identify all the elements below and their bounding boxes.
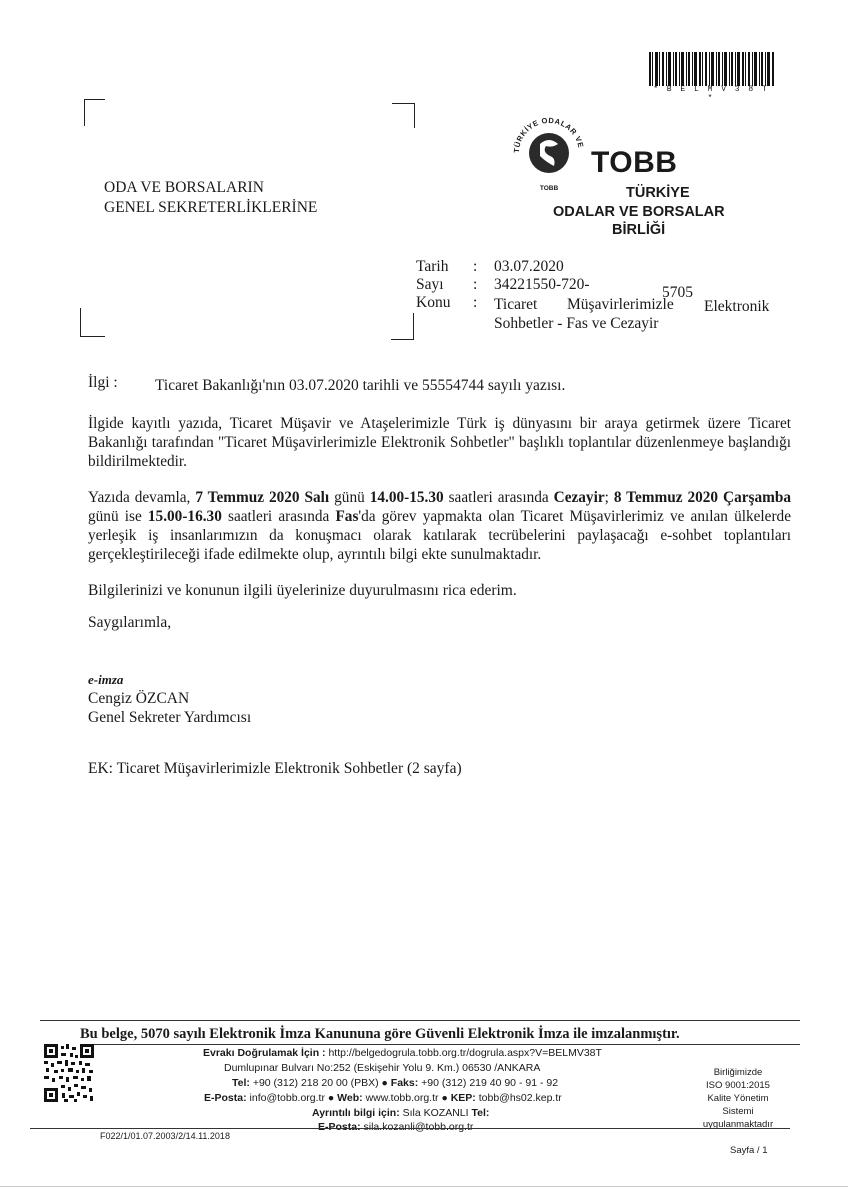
barcode-text: * B E L M V 3 8 T *: [653, 85, 769, 103]
barcode: [647, 52, 775, 88]
footer-title: Bu belge, 5070 sayılı Elektronik İmza Kanununa göre Güvenli Elektronik İmza ile imzalanmıştır.: [80, 1026, 680, 1042]
page-bottom-edge: [0, 1186, 848, 1187]
addressee-line-1: ODA VE BORSALARIN: [104, 179, 264, 196]
footer-verify-url[interactable]: http://belgedogrula.tobb.org.tr/dogrula.aspx?V=BELMV38T: [328, 1047, 602, 1059]
date-label: Tarih: [416, 258, 449, 275]
subject-label: Konu: [416, 294, 451, 311]
subject-colon: :: [473, 294, 478, 311]
footer-tel-value: +90 (312) 218 20 00 (PBX): [252, 1077, 379, 1089]
footer-verify-line: [203, 1047, 602, 1059]
logo-line-1: TÜRKİYE: [626, 185, 690, 201]
p2-text-g: ;: [604, 489, 614, 506]
footer-kep-label: KEP:: [450, 1092, 476, 1104]
p2-text-e: saatleri arasında: [443, 489, 554, 506]
signer-title: Genel Sekreter Yardımcısı: [88, 709, 252, 726]
barcode-graphic: [647, 52, 775, 86]
closing: Saygılarımla,: [88, 614, 172, 631]
number-suffix: 5705: [662, 284, 693, 301]
footer-kep-value[interactable]: tobb@hs02.kep.tr: [478, 1092, 562, 1104]
p2-time-1: 14.00-15.30: [369, 489, 444, 506]
footer-phone-line: [232, 1077, 558, 1089]
logo-title: TOBB: [591, 146, 678, 179]
iso-line-5: uygulanmaktadır: [702, 1119, 774, 1130]
e-signature-mark: e-imza: [88, 672, 124, 687]
logo-line-2: ODALAR VE BORSALAR: [553, 204, 725, 220]
p2-date-2: 8 Temmuz 2020 Çarşamba: [613, 489, 792, 506]
footer-contact-label: Ayrıntılı bilgi için:: [312, 1107, 400, 1119]
footer-divider: [80, 1044, 800, 1045]
footer-bullet: ●: [441, 1092, 448, 1104]
number-colon: :: [473, 276, 478, 293]
footer-tel-label: Tel:: [232, 1077, 250, 1089]
footer-contact-name: Sıla KOZANLI: [402, 1107, 469, 1119]
tobb-seal-logo: [506, 110, 592, 196]
paragraph-1: İlgide kayıtlı yazıda, Ticaret Müşavir ve Ataşelerimizle Türk iş dünyasını bir araya getirmek üzere Ticaret Bakanlığı tarafından "Ticaret Müşavirlerimizle Elektronik Sohbetler" başlıklı toplantılar düzenlenmeye başlandığı bildirilmektedir.: [88, 415, 791, 470]
iso-line-2: ISO 9001:2015: [706, 1080, 770, 1091]
footer-email-value[interactable]: info@tobb.org.tr: [249, 1092, 325, 1104]
logo-line-3: BİRLİĞİ: [612, 222, 666, 238]
p2-country-2: Fas: [335, 508, 359, 525]
p2-text-i: günü ise: [88, 508, 148, 525]
p2-text-a: Yazıda devamla,: [88, 489, 196, 506]
p2-text-k: saatleri arasında: [221, 508, 336, 525]
subject-line-1a: Ticaret: [494, 296, 538, 313]
footer-divider-top: [40, 1020, 800, 1021]
page-number: Sayfa / 1: [730, 1145, 768, 1156]
p2-country-1: Cezayir: [553, 489, 605, 506]
p2-text-c: günü: [329, 489, 370, 506]
footer-contact-email[interactable]: sila.kozanli@tobb.org.tr: [363, 1121, 474, 1133]
addressee-line-2: GENEL SEKRETERLİKLERİNE: [104, 199, 318, 216]
paragraph-3: Bilgilerinizi ve konunun ilgili üyelerinize duyurulmasını rica ederim.: [88, 582, 517, 599]
footer-contact-tel-label: Tel:: [471, 1107, 490, 1119]
footer-fax-label: Faks:: [390, 1077, 419, 1089]
footer-web-label: Web:: [337, 1092, 363, 1104]
footer-address: Dumlupınar Bulvarı No:252 (Eskişehir Yolu 9. Km.) 06530 /ANKARA: [224, 1062, 541, 1074]
reference-label: İlgi :: [88, 374, 118, 391]
subject-line-2: Sohbetler - Fas ve Cezayir: [494, 315, 659, 332]
iso-line-4: Sistemi: [722, 1106, 754, 1117]
number-value: 34221550-720-: [494, 276, 590, 293]
seal-text-top: TÜRKİYE ODALAR VE: [511, 115, 586, 154]
attachment: EK: Ticaret Müşavirlerimizle Elektronik Sohbetler (2 sayfa): [88, 760, 462, 777]
footer-detail-email-line: [318, 1121, 473, 1133]
footer-contact-line: [204, 1092, 562, 1104]
reference-text: Ticaret Bakanlığı'nın 03.07.2020 tarihli ve 55554744 sayılı yazısı.: [155, 377, 566, 394]
subject-line-1b: Müşavirlerimizle: [567, 296, 674, 313]
footer-email-label: E-Posta:: [204, 1092, 247, 1104]
seal-text-bottom: TOBB: [539, 185, 559, 192]
date-value: 03.07.2020: [494, 258, 564, 275]
corner-mark-top-left: [84, 99, 105, 126]
p2-date-1: 7 Temmuz 2020 Salı: [195, 489, 330, 506]
signer-name: Cengiz ÖZCAN: [88, 690, 190, 707]
addressee: [104, 178, 317, 218]
form-code: F022/1/01.07.2003/2/14.11.2018: [100, 1131, 230, 1141]
paragraph-2: [88, 488, 791, 564]
footer-web-value[interactable]: www.tobb.org.tr: [365, 1092, 439, 1104]
footer-contact-email-label: E-Posta:: [318, 1121, 361, 1133]
date-colon: :: [473, 258, 478, 275]
footer-detail-line: [312, 1107, 489, 1119]
footer-bullet: ●: [381, 1077, 388, 1089]
p2-text-m: 'da görev yapmakta olan Ticaret Müşavirlerimiz ve anılan ülkelerde yerleşik iş insanlarımızın da konuşmacı olarak katılarak tecrübelerini paylaşacağı e-sohbet toplantıları gerçekleştirileceği ifade edilmekte olup, ayrıntılı bilgi ekte sunulmaktadır.: [88, 508, 791, 563]
subject-line-1c: Elektronik: [704, 298, 770, 315]
footer-verify-label: Evrakı Doğrulamak İçin :: [203, 1047, 326, 1059]
corner-mark-top-right: [392, 103, 415, 128]
corner-mark-bottom-left: [80, 308, 105, 337]
footer-divider-bottom: [30, 1128, 790, 1129]
footer-bullet: ●: [327, 1092, 335, 1104]
p2-time-2: 15.00-16.30: [147, 508, 222, 525]
iso-line-3: Kalite Yönetim: [707, 1093, 769, 1104]
number-label: Sayı: [416, 276, 444, 293]
footer-fax-value: +90 (312) 219 40 90 - 91 - 92: [421, 1077, 559, 1089]
iso-line-1: Birliğimizde: [713, 1067, 763, 1078]
corner-mark-bottom-right: [391, 313, 414, 340]
qr-code: [44, 1044, 94, 1102]
